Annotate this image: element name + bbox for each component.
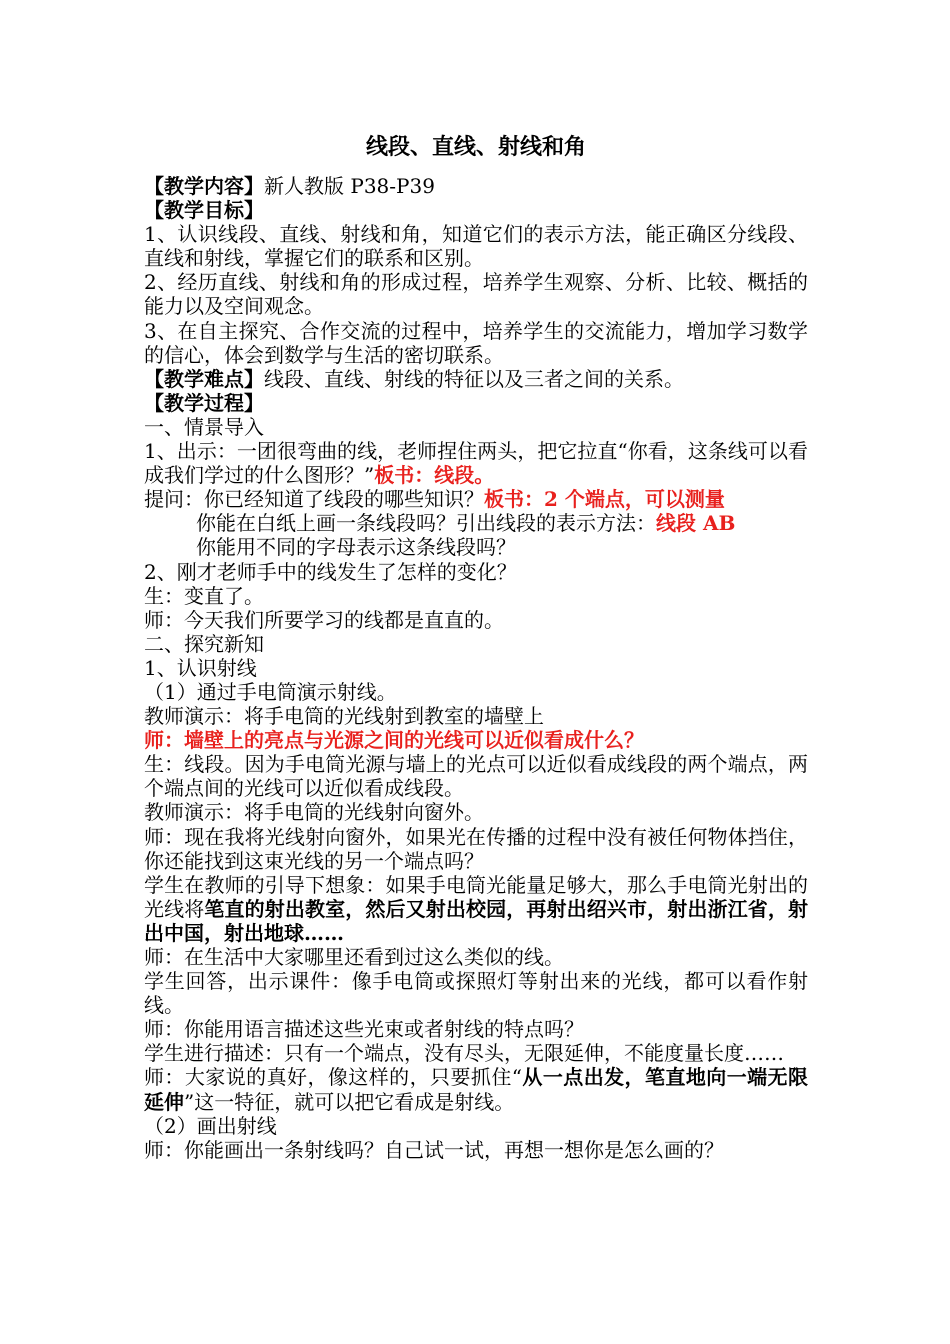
text-line: 教师演示：将手电筒的光线射向窗外。 xyxy=(144,800,484,825)
text: 师：大家说的真好，像这样的，只要抓住“ xyxy=(144,1065,522,1090)
text: 1、出示：一团很弯曲的线，老师捏住两头，把它拉直“你看，这条线可以看成我们学过的什么图形？” xyxy=(144,439,808,488)
document-body xyxy=(144,132,808,1162)
board-note: 线段 AB xyxy=(656,511,736,536)
text-line: （2）画出射线 xyxy=(144,1113,277,1138)
text-line: 1、认识射线 xyxy=(144,655,257,680)
text: 线段、直线、射线的特征以及三者之间的关系。 xyxy=(264,366,684,391)
question-line xyxy=(144,487,808,511)
text-line: 教师演示：将手电筒的光线射到教室的墙壁上 xyxy=(144,704,544,729)
text: ”这一特征，就可以把它看成是射线。 xyxy=(184,1089,515,1114)
text: 你能在白纸上画一条线段吗？引出线段的表示方法： xyxy=(196,511,656,536)
bold-emphasis: 笔直的射出教室，然后又射出校园，再射出绍兴市，射出浙江省，射出中国，射出地球…… xyxy=(144,896,808,945)
teaching-content-line xyxy=(144,174,808,198)
text-line: 2、刚才老师手中的线发生了怎样的变化？ xyxy=(144,559,517,584)
teaching-goals-heading: 【教学目标】 xyxy=(144,198,264,223)
text-paragraph: 学生进行描述：只有一个端点，没有尽头，无限延伸，不能度量长度…… xyxy=(144,1041,784,1066)
text-line: 师：在生活中大家哪里还看到过这么类似的线。 xyxy=(144,945,564,969)
goal-3: 3、在自主探究、合作交流的过程中，培养学生的交流能力，增加学习数学的信心，体会到数学与生活的密切联系。 xyxy=(144,318,808,367)
teaching-process-heading: 【教学过程】 xyxy=(144,390,264,415)
part-2-heading: 二、探究新知 xyxy=(144,631,264,656)
text-paragraph: 师：现在我将光线射向窗外，如果光在传播的过程中没有被任何物体挡住，你还能找到这束光线的另一个端点吗？ xyxy=(144,824,808,873)
bold-emphasis: 从一点出发，笔直地向一端无限延伸 xyxy=(144,1065,808,1114)
imagination-paragraph xyxy=(144,873,808,945)
text: 学生在教师的引导下想象：如果手电筒光能量足够大，那么手电筒光射出的光线将 xyxy=(144,872,808,921)
page-title: 线段、直线、射线和角 xyxy=(365,134,586,160)
board-note: 板书：线段。 xyxy=(374,463,495,488)
goal-2: 2、经历直线、射线和角的形成过程，培养学生观察、分析、比较、概括的能力以及空间观念。 xyxy=(144,270,808,319)
goal-1: 1、认识线段、直线、射线和角，知道它们的表示方法，能正确区分线段、直线和射线，掌握它们的联系和区别。 xyxy=(144,222,808,271)
text-line: 师：你能画出一条射线吗？自己试一试，再想一想你是怎么画的？ xyxy=(144,1137,724,1162)
draw-segment-line xyxy=(144,511,808,535)
board-note: 板书：2 个端点，可以测量 xyxy=(484,487,725,512)
text-line: 生：变直了。 xyxy=(144,583,264,608)
text-line: （1）通过手电筒演示射线。 xyxy=(144,679,397,704)
letters-question: 你能用不同的字母表示这条线段吗？ xyxy=(196,535,516,560)
section-heading: 【教学难点】 xyxy=(144,366,264,391)
text: 提问：你已经知道了线段的哪些知识？ xyxy=(144,487,484,512)
section-heading: 【教学内容】 xyxy=(144,174,264,198)
part-1-heading: 一、情景导入 xyxy=(144,414,264,439)
teaching-difficulty-line xyxy=(144,367,808,391)
summary-paragraph xyxy=(144,1065,808,1113)
intro-paragraph xyxy=(144,439,808,487)
text-paragraph: 生：线段。因为手电筒光源与墙上的光点可以近似看成线段的两个端点，两个端点间的光线可以近似看成线段。 xyxy=(144,752,808,801)
text-line: 师：你能用语言描述这些光束或者射线的特点吗？ xyxy=(144,1017,584,1042)
text: 新人教版 P38-P39 xyxy=(264,174,435,198)
text-paragraph: 学生回答，出示课件：像手电筒或探照灯等射出来的光线，都可以看作射线。 xyxy=(144,969,808,1018)
red-question: 师：墙壁上的亮点与光源之间的光线可以近似看成什么？ xyxy=(144,728,644,753)
text-line: 师：今天我们所要学习的线都是直直的。 xyxy=(144,607,504,632)
